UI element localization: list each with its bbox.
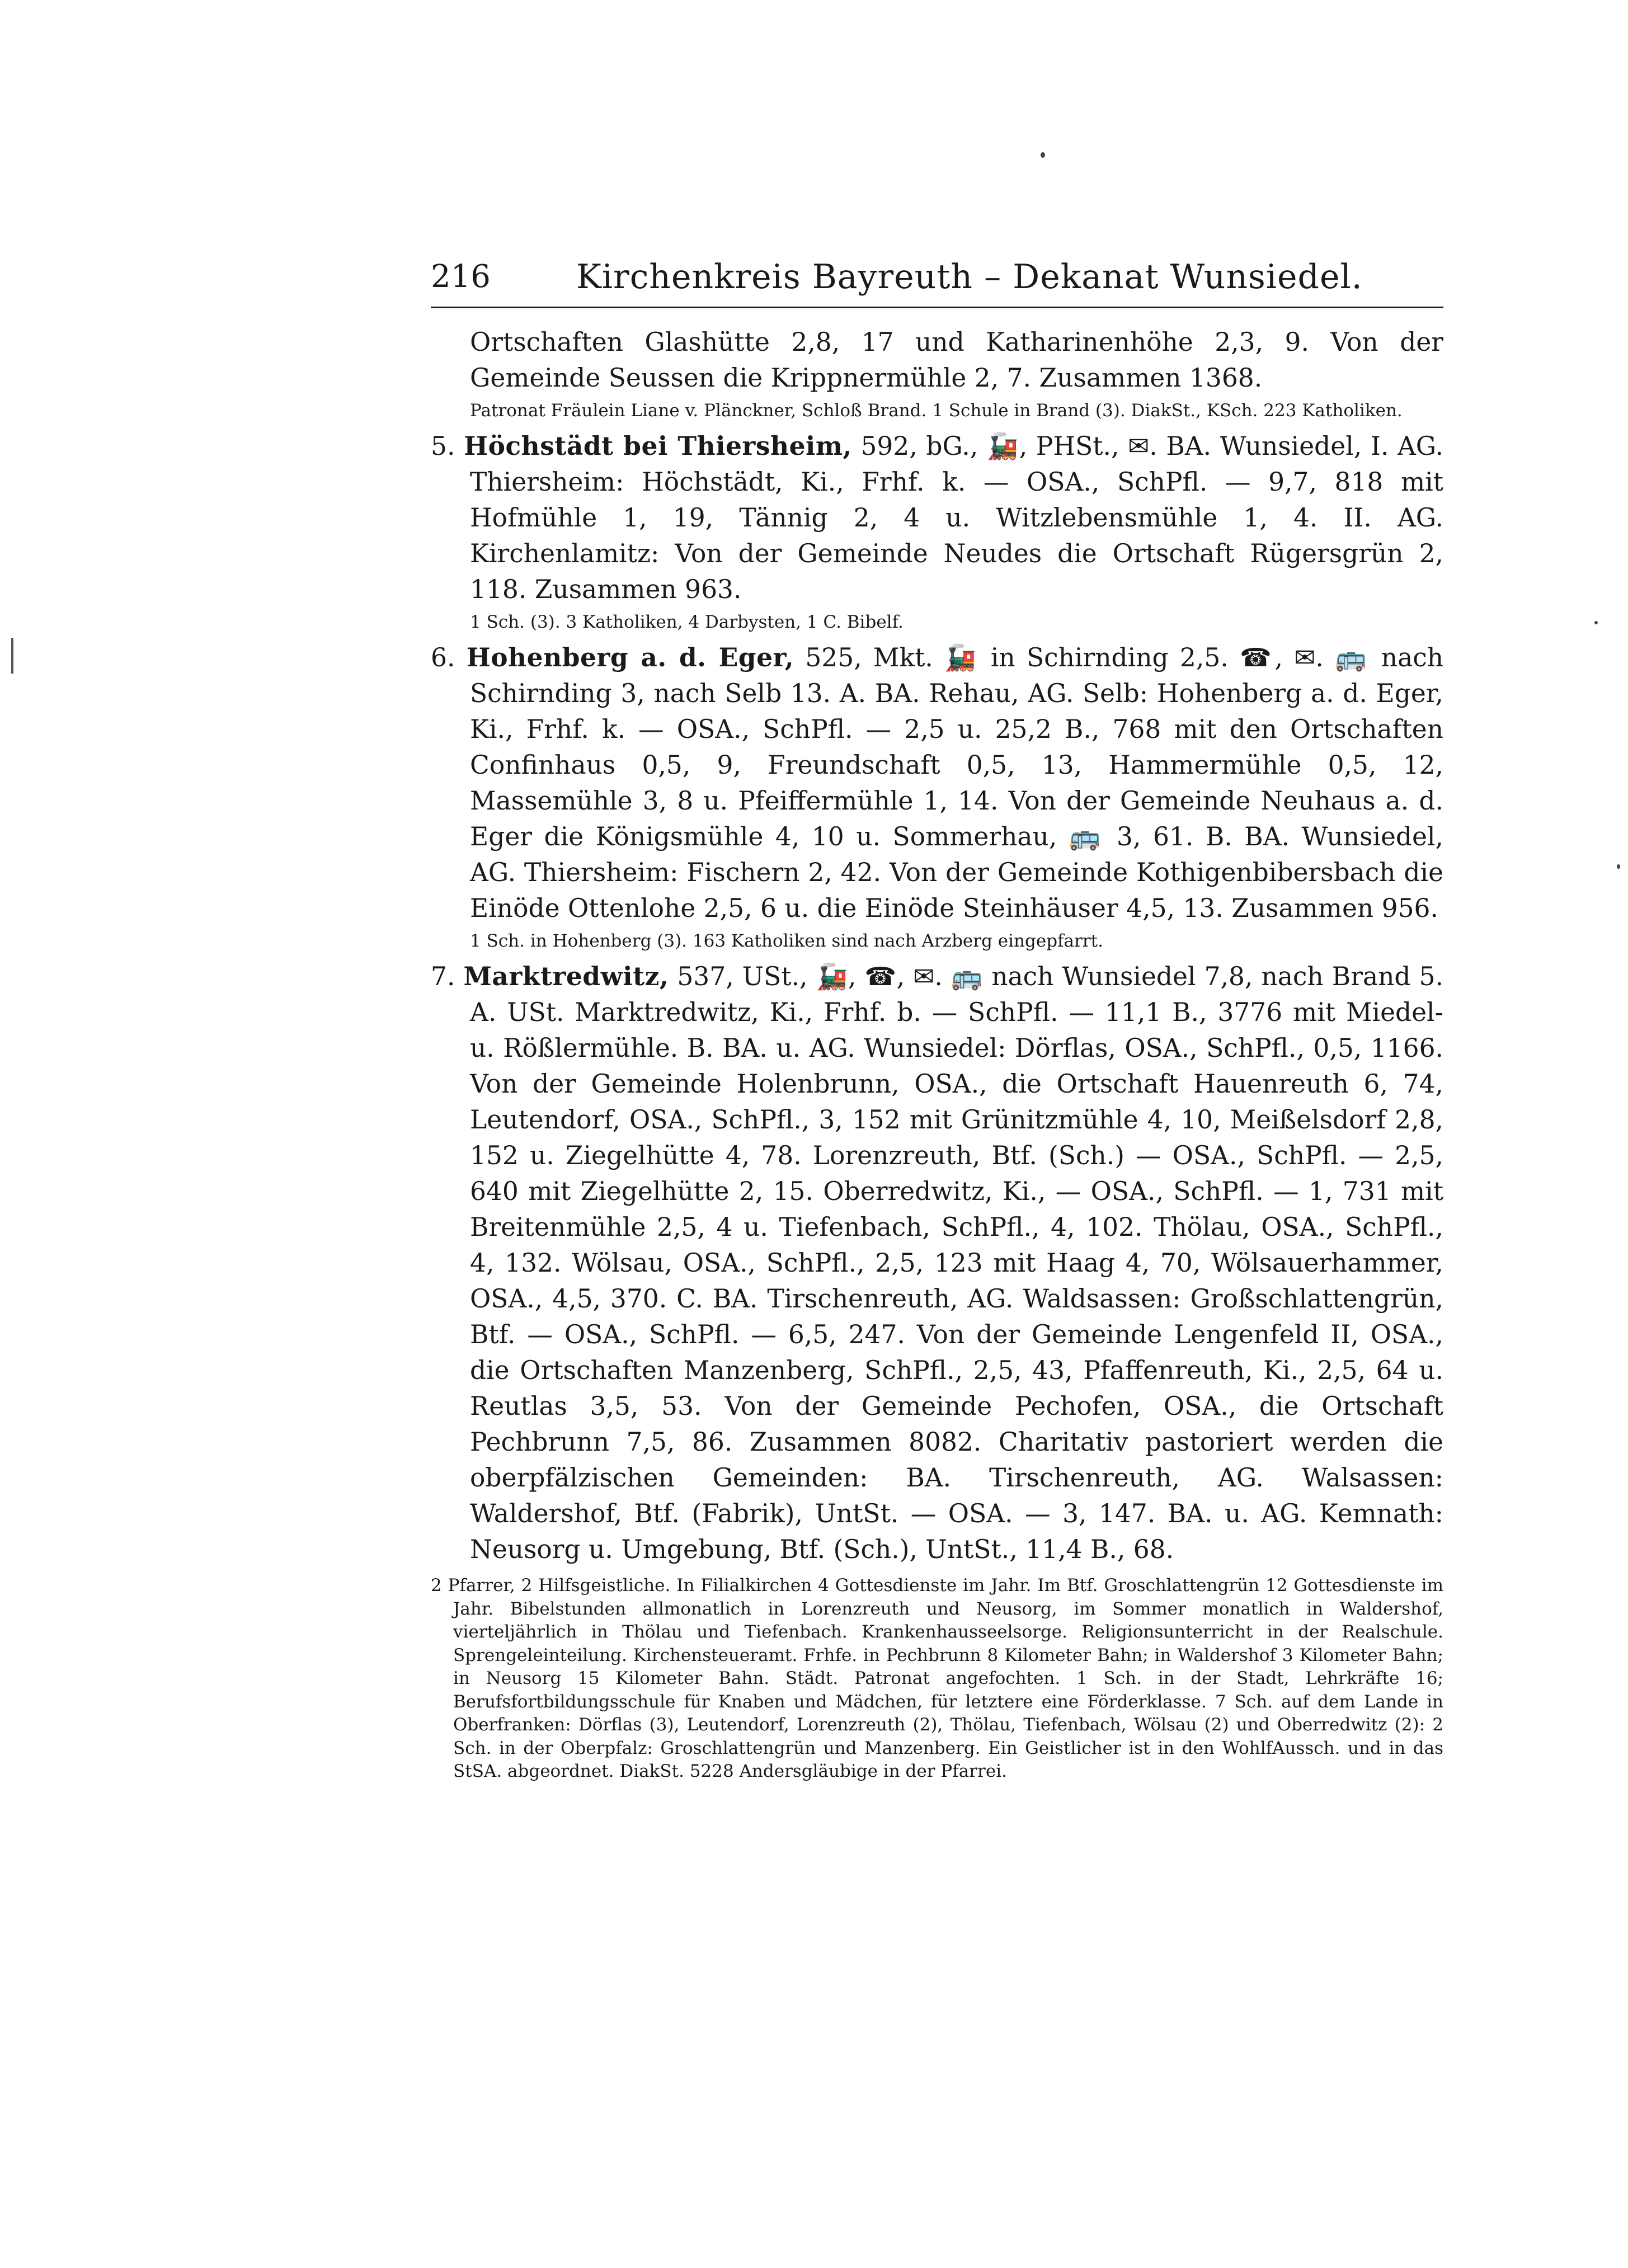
entry-number: 6. <box>431 643 455 672</box>
ink-speck <box>1617 864 1620 869</box>
entry-note: 1 Sch. in Hohenberg (3). 163 Katholiken sind nach Arzberg eingepfarrt. <box>470 931 1103 951</box>
entry-place: Höchstädt bei Thiersheim, <box>464 431 852 461</box>
entry-7 <box>431 958 1443 1568</box>
entry-text: 592, bG., 🚂, PHSt., ✉. BA. Wunsiedel, I. AG. Thiersheim: Höchstädt, Ki., Frhf. k. — OSA., SchPfl. — 9,7, 818 mit Hofmühle 1, 19, Tännig 2, 4 u. Witzlebensmühle 1, 4. II. AG. Kirchenlamitz: Von der Gemeinde Neudes die Ortschaft Rügersgrün 2, 118. Zusammen 963. <box>470 431 1443 604</box>
entry-text: 525, Mkt. 🚂 in Schirnding 2,5. ☎, ✉. 🚌 nach Schirnding 3, nach Selb 13. A. BA. Rehau, AG. Selb: Hohenberg a. d. Eger, Ki., Frhf. k. — OSA., SchPfl. — 2,5 u. 25,2 B., 768 mit den Ortschaften Confinhaus 0,5, 9, Freundschaft 0,5, 13, Hammermühle 0,5, 12, Massemühle 3, 8 u. Pfeiffermühle 1, 14. Von der Gemeinde Neuhaus a. d. Eger die Königsmühle 4, 10 u. Sommerhau, 🚌 3, 61. B. BA. Wunsiedel, AG. Thiersheim: Fischern 2, 42. Von der Gemeinde Kothigenbibersbach die Einöde Ottenlohe 2,5, 6 u. die Einöde Steinhäuser 4,5, 13. Zusammen 956. <box>470 643 1444 923</box>
entry-place: Hohenberg a. d. Eger, <box>466 642 794 672</box>
entry-number: 7. <box>431 962 455 991</box>
running-title: Kirchenkreis Bayreuth – Dekanat Wunsiedel. <box>576 257 1363 297</box>
page-body <box>431 324 1443 1801</box>
entry-footnote: 2 Pfarrer, 2 Hilfsgeistliche. In Filialkirchen 4 Gottesdienste im Jahr. Im Btf. Groschlattengrün 12 Gottesdienste im Jahr. Bibelstunden allmonatlich in Lorenzreuth und Neusorg, im Sommer monatlich in Waldershof, vierteljährlich in Thölau und Tiefenbach. Krankenhausseelsorge. Religionsunterricht in der Realschule. Sprengeleinteilung. Kirchensteueramt. Frhfe. in Pechbrunn 8 Kilometer Bahn; in Waldershof 3 Kilometer Bahn; in Neusorg 15 Kilometer Bahn. Städt. Patronat angefochten. 1 Sch. in der Stadt, Lehrkräfte 16; Berufsfortbildungsschule für Knaben und Mädchen, für letztere eine Förderklasse. 7 Sch. auf dem Lande in Oberfranken: Dörflas (3), Leutendorf, Lorenzreuth (2), Thölau, Tiefenbach, Wölsau (2) und Oberredwitz (2): 2 Sch. in der Oberpfalz: Groschlattengrün und Manzenberg. Ein Geistlicher ist in den WohlfAussch. und in das StSA. abgeordnet. DiakSt. 5228 Andersgläubige in der Pfarrei. <box>431 1575 1443 1781</box>
margin-mark <box>11 638 13 674</box>
entry-number: 5. <box>431 431 455 461</box>
continuation-note: Patronat Fräulein Liane v. Plänckner, Schloß Brand. 1 Schule in Brand (3). DiakSt., KSch. 223 Katholiken. <box>470 401 1403 421</box>
header-rule <box>431 307 1443 308</box>
ink-speck <box>1594 621 1598 624</box>
book-page <box>431 257 1444 1781</box>
continuation-text: Ortschaften Glashütte 2,8, 17 und Katharinenhöhe 2,3, 9. Von der Gemeinde Seussen die Krippnermühle 2, 7. Zusammen 1368. <box>470 327 1443 393</box>
page-header <box>431 257 1443 302</box>
entry-place: Marktredwitz, <box>463 961 669 991</box>
ink-speck <box>1041 152 1045 158</box>
page-number: 216 <box>431 258 491 295</box>
entry-note: 1 Sch. (3). 3 Katholiken, 4 Darbysten, 1 C. Bibelf. <box>470 612 904 632</box>
entry-5 <box>431 428 1443 608</box>
entry-text: 537, USt., 🚂, ☎, ✉. 🚌 nach Wunsiedel 7,8, nach Brand 5. A. USt. Marktredwitz, Ki., Frhf. b. — SchPfl. — 11,1 B., 3776 mit Miedel- u. Rößlermühle. B. BA. u. AG. Wunsiedel: Dörflas, OSA., SchPfl., 0,5, 1166. Von der Gemeinde Holenbrunn, OSA., die Ortschaft Hauenreuth 6, 74, Leutendorf, OSA., SchPfl., 3, 152 mit Grünitzmühle 4, 10, Meißelsdorf 2,8, 152 u. Ziegelhütte 4, 78. Lorenzreuth, Btf. (Sch.) — OSA., SchPfl. — 2,5, 640 mit Ziegelhütte 2, 15. Oberredwitz, Ki., — OSA., SchPfl. — 1, 731 mit Breitenmühle 2,5, 4 u. Tiefenbach, SchPfl., 4, 102. Thölau, OSA., SchPfl., 4, 132. Wölsau, OSA., SchPfl., 2,5, 123 mit Haag 4, 70, Wölsauerhammer, OSA., 4,5, 370. C. BA. Tirschenreuth, AG. Waldsassen: Großschlattengrün, Btf. — OSA., SchPfl. — 6,5, 247. Von der Gemeinde Lengenfeld II, OSA., die Ortschaften Manzenberg, SchPfl., 2,5, 43, Pfaffenreuth, Ki., 2,5, 64 u. Reutlas 3,5, 53. Von der Gemeinde Pechofen, OSA., die Ortschaft Pechbrunn 7,5, 86. Zusammen 8082. Charitativ pastoriert werden die oberpfälzischen Gemeinden: BA. Tirschenreuth, AG. Walsassen: Waldershof, Btf. (Fabrik), UntSt. — OSA. — 3, 147. BA. u. AG. Kemnath: Neusorg u. Umgebung, Btf. (Sch.), UntSt., 11,4 B., 68. <box>470 962 1444 1564</box>
entry-6 <box>431 639 1443 926</box>
